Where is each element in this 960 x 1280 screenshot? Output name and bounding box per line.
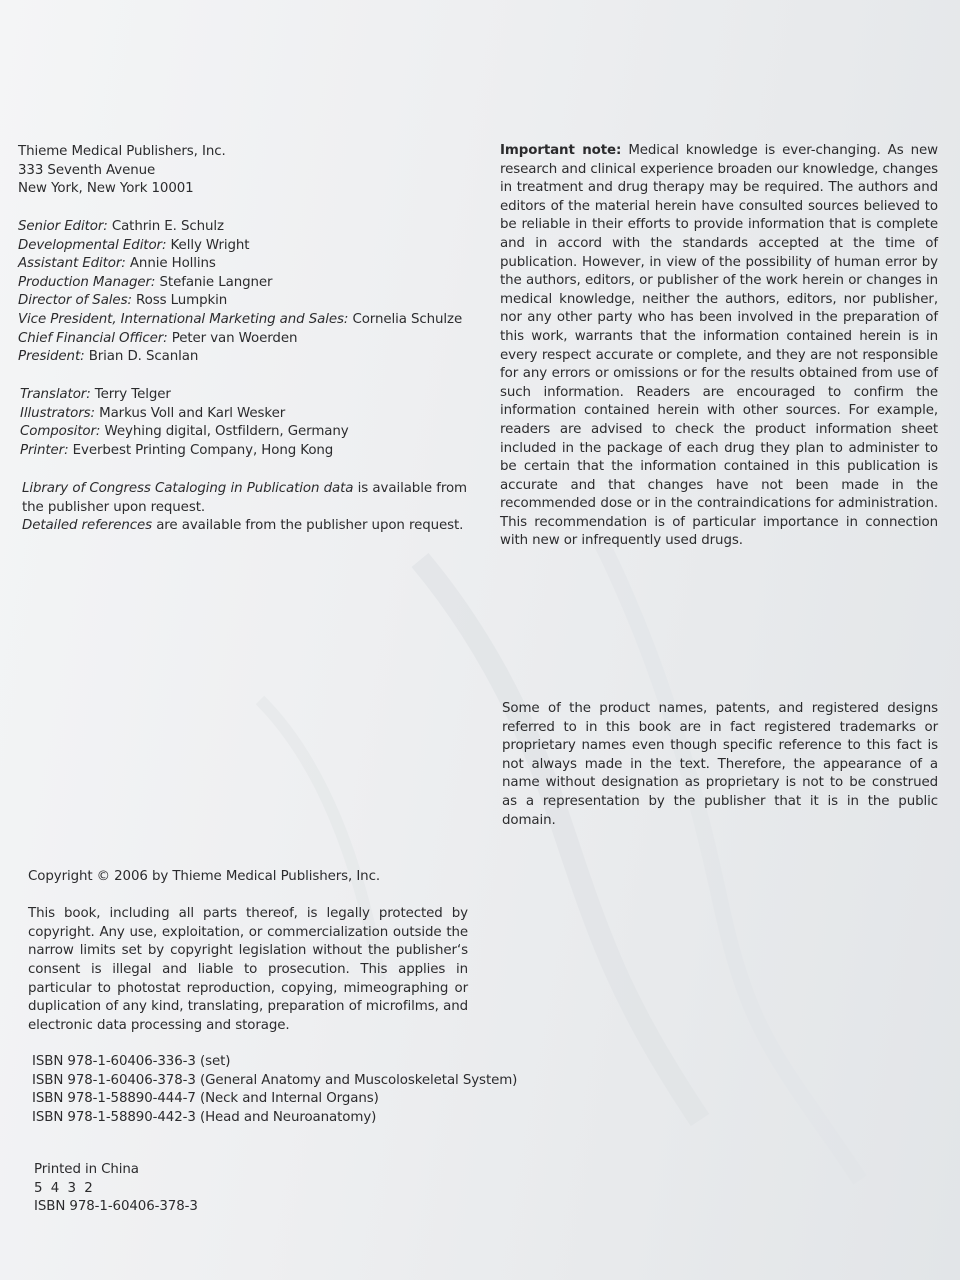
credit-name: Cathrin E. Schulz (111, 219, 224, 234)
credit-line (18, 292, 488, 311)
credit-role: President: (18, 349, 85, 365)
printed-in: Printed in China (34, 1162, 139, 1177)
credit-role: Director of Sales: (18, 293, 132, 309)
credit-role: Senior Editor: (18, 219, 108, 234)
important-note-label: Important note: (500, 143, 622, 158)
address-line: Thieme Medical Publishers, Inc. (18, 144, 226, 159)
credit-name: Kelly Wright (170, 237, 250, 253)
credit-name: Annie Hollins (129, 256, 216, 272)
cip-text: is available from the publisher upon request. (22, 481, 467, 515)
credit-line (18, 218, 488, 237)
credit-role: Illustrators: (20, 405, 95, 421)
credit-role: Chief Financial Officer: (18, 330, 168, 346)
important-note (500, 142, 938, 551)
impression-line: 5 4 3 2 (34, 1180, 93, 1196)
credit-line (18, 311, 488, 330)
credit-role: Translator: (20, 387, 91, 402)
trademark-note-body: Some of the product names, patents, and registered designs referred to in this book are in fact registered trademarks or proprietary names even though specific reference to this fact is not always made in the text. Therefore, the appearance of a name without designation as proprietary is not to be construed as a representation by the publisher that it is in the public domain. (502, 701, 938, 828)
credit-line (18, 348, 488, 367)
isbn-line: ISBN 978-1-58890-444-7 (Neck and Internal Organs) (32, 1091, 379, 1107)
credit-name: Cornelia Schulze (352, 311, 463, 327)
trademark-note (502, 700, 938, 830)
credit-line (18, 274, 488, 293)
printing-info (34, 1161, 334, 1217)
credit-line (20, 442, 490, 461)
isbn-line: ISBN 978-1-58890-442-3 (Head and Neuroanatomy) (32, 1109, 377, 1125)
credit-name: Markus Voll and Karl Wesker (99, 405, 286, 421)
publisher-address (18, 143, 478, 199)
credit-role: Vice President, International Marketing and Sales: (18, 311, 349, 327)
isbn-line: ISBN 978-1-60406-378-3 (General Anatomy and Muscoloskeletal System) (32, 1072, 518, 1088)
credit-role: Assistant Editor: (18, 256, 126, 272)
credit-line (18, 255, 488, 274)
address-line: New York, New York 10001 (18, 181, 194, 197)
important-note-body: Medical knowledge is ever-changing. As new research and clinical experience broaden our knowledge, changes in treatment and drug therapy may be required. The authors and editors of the material herein have consulted sources believed to be reliable in their efforts to provide information that is complete and in accord with the standards accepted at the time of publication. However, in view of the possibility of human error by the authors, editors, or publisher of the work herein or changes in medical knowledge, neither the authors, editors, nor publisher, nor any other party who has been involved in the preparation of this work, warrants that the information contained herein is in every respect accurate or complete, and they are not responsible for any errors or omissions or for the results obtained from use of such information. Readers are encouraged to confirm the information contained herein with other sources. For example, readers are advised to check the product information sheet included in the package of each drug they plan to administer to be certain that the information contained in this publication is accurate and that changes have not been made in the recommended dose or in the contraindications for administration. This recommendation is of particular importance in connection with new or infrequently used drugs. (500, 143, 938, 549)
references-text: are available from the publisher upon request. (152, 518, 464, 534)
copyright-section (28, 868, 478, 1035)
references-title: Detailed references (22, 518, 153, 534)
isbn-list (32, 1053, 518, 1127)
credit-role: Production Manager: (18, 274, 156, 290)
cataloging-info (22, 480, 467, 536)
credit-name: Peter van Woerden (171, 330, 298, 346)
credit-name: Ross Lumpkin (136, 293, 228, 309)
isbn-line: ISBN 978-1-60406-336-3 (set) (32, 1054, 231, 1069)
credit-name: Brian D. Scanlan (88, 349, 199, 365)
credit-line (20, 405, 490, 424)
credit-role: Printer: (20, 442, 69, 458)
credit-name: Everbest Printing Company, Hong Kong (72, 442, 334, 458)
cip-title: Library of Congress Cataloging in Publication data (22, 481, 354, 496)
references-statement (22, 517, 467, 536)
cip-statement (22, 480, 467, 517)
credit-name: Stefanie Langner (159, 274, 273, 290)
copyright-notice: Copyright © 2006 by Thieme Medical Publishers, Inc. (28, 869, 380, 884)
credit-name: Terry Telger (94, 387, 171, 402)
credit-line (18, 330, 488, 349)
printing-isbn: ISBN 978-1-60406-378-3 (34, 1199, 198, 1215)
address-line: 333 Seventh Avenue (18, 162, 156, 178)
credit-name: Weyhing digital, Ostfildern, Germany (104, 424, 349, 440)
credit-line (18, 237, 488, 256)
credit-line (20, 386, 490, 405)
credit-role: Compositor: (20, 424, 101, 440)
staff-credits (18, 218, 488, 367)
copyright-body: This book, including all parts thereof, is legally protected by copyright. Any use, exploitation, or commercialization outside the narrow limits set by copyright legislation without the publisher‘s consent is illegal and liable to prosecution. This applies in particular to photostat reproduction, copying, mimeographing or duplication of any kind, translating, preparation of microfilms, and electronic data processing and storage. (28, 906, 468, 1033)
credit-role: Developmental Editor: (18, 237, 167, 253)
production-credits (20, 386, 490, 460)
credit-line (20, 423, 490, 442)
